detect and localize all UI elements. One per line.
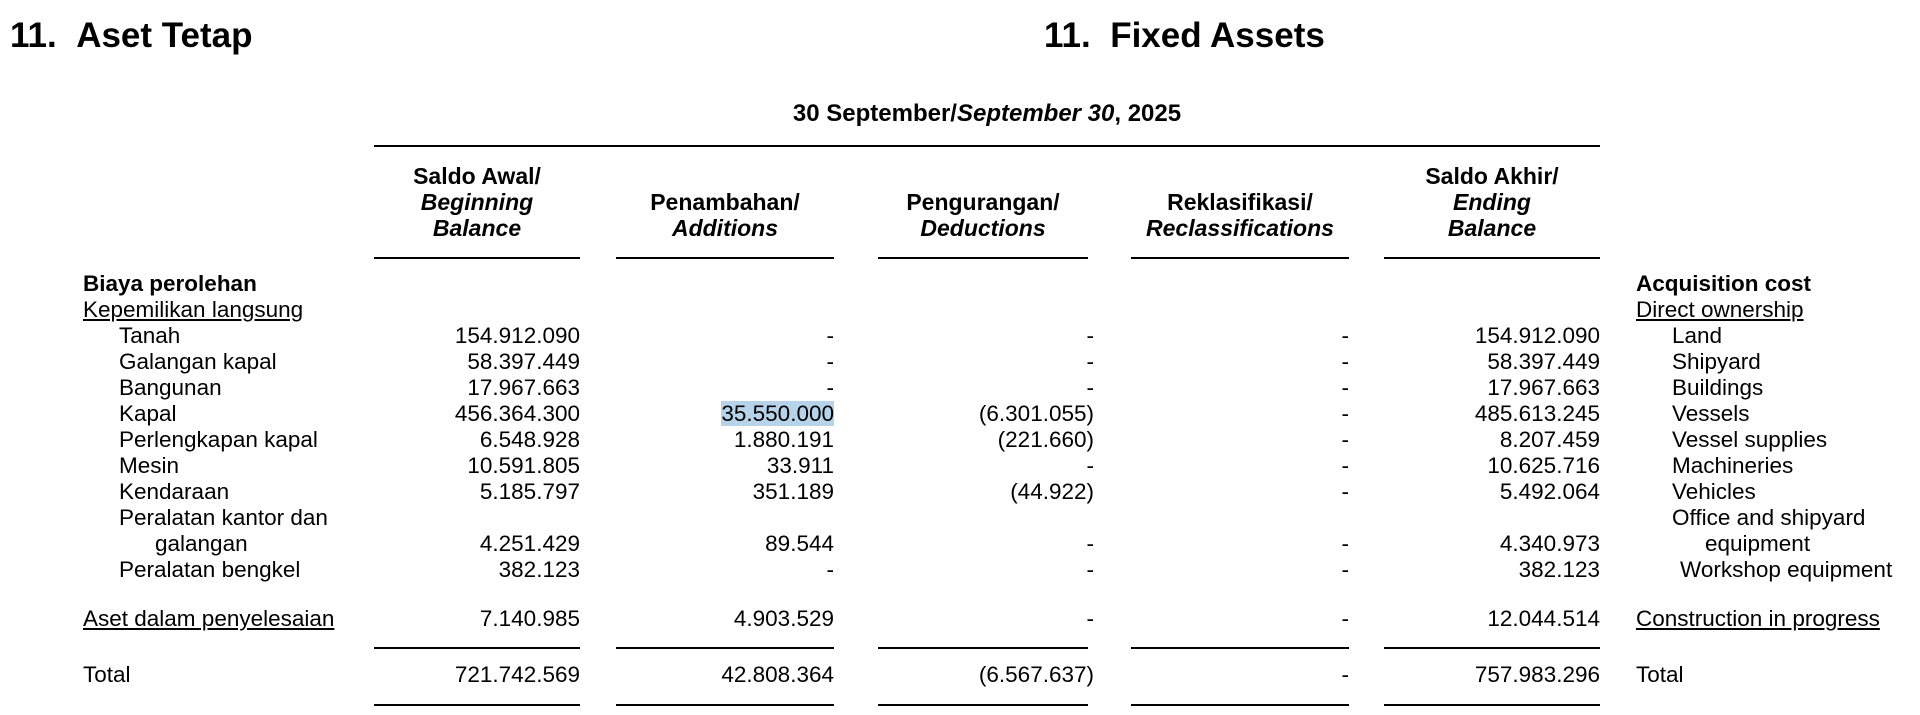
column-header-line: Additions <box>671 215 779 241</box>
table-cell: 58.397.449 <box>1487 349 1600 374</box>
table-cell: - <box>1341 662 1349 687</box>
table-cell: 1.880.191 <box>733 427 834 452</box>
table-cell: 10.625.716 <box>1487 453 1600 478</box>
row-label-en: Vessel supplies <box>1672 427 1828 452</box>
highlighted-value[interactable]: 35.550.000 <box>721 401 834 426</box>
table-cell: - <box>1341 401 1349 426</box>
table-cell: (6.301.055) <box>978 401 1094 426</box>
column-header-deductions <box>878 189 1088 241</box>
section-label-en: Acquisition cost <box>1636 271 1812 296</box>
table-cell: 42.808.364 <box>721 662 834 687</box>
period-italic: September 30 <box>956 100 1115 127</box>
table-cell: 485.613.245 <box>1474 401 1600 426</box>
table-cell: 4.251.429 <box>479 531 580 556</box>
column-rule <box>878 257 1088 259</box>
column-header-line: Deductions <box>920 215 1046 241</box>
row-label-id: Peralatan kantor dan <box>119 505 328 530</box>
total-bottom-rule <box>616 704 834 706</box>
table-cell: 154.912.090 <box>1474 323 1600 348</box>
row-label-en: Vessels <box>1672 401 1750 426</box>
table-cell: (44.922) <box>1010 479 1094 504</box>
construction-label-id: Aset dalam penyelesaian <box>83 606 335 631</box>
table-cell: 351.189 <box>752 479 834 504</box>
total-top-rule <box>878 647 1088 649</box>
table-cell: - <box>1086 606 1094 631</box>
column-header-additions <box>616 189 834 241</box>
table-cell: - <box>1341 453 1349 478</box>
row-label-id: galangan <box>155 531 248 556</box>
table-cell: 382.123 <box>498 557 580 582</box>
row-label-id: Tanah <box>119 323 181 348</box>
column-header-ending-balance <box>1384 163 1600 241</box>
table-cell: 33.911 <box>766 453 834 478</box>
table-cell: - <box>826 375 834 400</box>
total-bottom-rule <box>1384 704 1600 706</box>
section-number: 11. <box>1044 16 1091 55</box>
period-suffix: , 2025 <box>1114 100 1182 127</box>
period-header <box>374 99 1600 129</box>
row-label-en: Vehicles <box>1672 479 1756 504</box>
subsection-label-id: Kepemilikan langsung <box>83 297 304 322</box>
section-number: 11. <box>10 16 57 55</box>
construction-label-en: Construction in progress <box>1636 606 1880 631</box>
table-cell: 12.044.514 <box>1487 606 1600 631</box>
total-top-rule <box>374 647 580 649</box>
row-label-en: Workshop equipment <box>1680 557 1893 582</box>
table-cell: - <box>1086 557 1094 582</box>
row-label-en: Shipyard <box>1672 349 1761 374</box>
section-title: Fixed Assets <box>1110 16 1325 55</box>
table-cell: 8.207.459 <box>1499 427 1600 452</box>
total-bottom-rule <box>878 704 1088 706</box>
page-title-indonesian <box>10 14 253 58</box>
row-label-id: Kapal <box>119 401 177 426</box>
table-cell <box>721 401 834 427</box>
row-label-id: Bangunan <box>119 375 222 400</box>
column-header-line: Reklasifikasi/ <box>1167 189 1313 215</box>
table-cell: - <box>1341 375 1349 400</box>
table-cell: - <box>826 323 834 348</box>
total-top-rule <box>616 647 834 649</box>
table-cell: 17.967.663 <box>467 375 580 400</box>
table-cell: - <box>1341 427 1349 452</box>
column-rule <box>1131 257 1349 259</box>
subsection-label-en: Direct ownership <box>1636 297 1804 322</box>
row-label-en: equipment <box>1705 531 1811 556</box>
period-prefix: 30 September/ <box>792 100 957 127</box>
column-rule <box>374 257 580 259</box>
column-header-line: Penambahan/ <box>650 189 800 215</box>
row-label-id: Perlengkapan kapal <box>119 427 318 452</box>
column-rule <box>1384 257 1600 259</box>
column-rule <box>616 257 834 259</box>
table-cell: 4.903.529 <box>733 606 834 631</box>
table-cell: - <box>1341 349 1349 374</box>
total-bottom-rule <box>374 704 580 706</box>
row-label-en: Buildings <box>1672 375 1764 400</box>
column-header-line: Saldo Akhir/ <box>1425 163 1559 189</box>
table-cell: 721.742.569 <box>454 662 580 687</box>
table-cell: 757.983.296 <box>1474 662 1600 687</box>
total-label-id: Total <box>83 662 131 687</box>
total-top-rule <box>1131 647 1349 649</box>
table-cell: - <box>1086 375 1094 400</box>
table-cell: - <box>1086 323 1094 348</box>
table-cell: (221.660) <box>997 427 1094 452</box>
table-cell: - <box>1341 479 1349 504</box>
table-cell: 5.492.064 <box>1499 479 1600 504</box>
table-cell: 89.544 <box>765 531 834 556</box>
table-cell: 4.340.973 <box>1499 531 1600 556</box>
column-header-line: Beginning <box>420 189 534 215</box>
table-cell: 58.397.449 <box>467 349 580 374</box>
table-cell: - <box>1341 606 1349 631</box>
table-cell: - <box>1086 531 1094 556</box>
table-cell: - <box>1086 349 1094 374</box>
row-label-en: Machineries <box>1672 453 1794 478</box>
table-cell: (6.567.637) <box>978 662 1094 687</box>
table-cell: 456.364.300 <box>454 401 580 426</box>
table-cell: - <box>1086 453 1094 478</box>
table-cell: 154.912.090 <box>454 323 580 348</box>
total-bottom-rule <box>1131 704 1349 706</box>
row-label-id: Peralatan bengkel <box>119 557 301 582</box>
column-header-line: Balance <box>432 215 522 241</box>
column-header-beginning-balance <box>374 163 580 241</box>
table-cell: 382.123 <box>1518 557 1600 582</box>
column-header-line: Reclassifications <box>1146 215 1334 241</box>
column-header-line: Saldo Awal/ <box>413 163 541 189</box>
table-cell: 7.140.985 <box>479 606 580 631</box>
table-cell: - <box>1341 531 1349 556</box>
table-cell: 5.185.797 <box>479 479 580 504</box>
column-header-line: Ending <box>1453 189 1531 215</box>
column-header-line: Pengurangan/ <box>906 189 1060 215</box>
table-cell: - <box>1341 323 1349 348</box>
page-title-english <box>1044 14 1325 58</box>
table-cell: 10.591.805 <box>467 453 580 478</box>
table-cell: - <box>826 349 834 374</box>
table-cell: 17.967.663 <box>1487 375 1600 400</box>
header-top-rule <box>374 145 1600 147</box>
row-label-en: Office and shipyard <box>1672 505 1866 530</box>
row-label-en: Land <box>1672 323 1723 348</box>
column-header-line: Balance <box>1447 215 1537 241</box>
total-top-rule <box>1384 647 1600 649</box>
row-label-id: Mesin <box>119 453 180 478</box>
row-label-id: Galangan kapal <box>119 349 277 374</box>
column-header-reclassifications <box>1131 189 1349 241</box>
section-label-id: Biaya perolehan <box>83 271 257 296</box>
total-label-en: Total <box>1636 662 1684 687</box>
section-title: Aset Tetap <box>76 16 253 55</box>
row-label-id: Kendaraan <box>119 479 230 504</box>
table-cell: 6.548.928 <box>479 427 580 452</box>
table-cell: - <box>826 557 834 582</box>
table-cell: - <box>1341 557 1349 582</box>
